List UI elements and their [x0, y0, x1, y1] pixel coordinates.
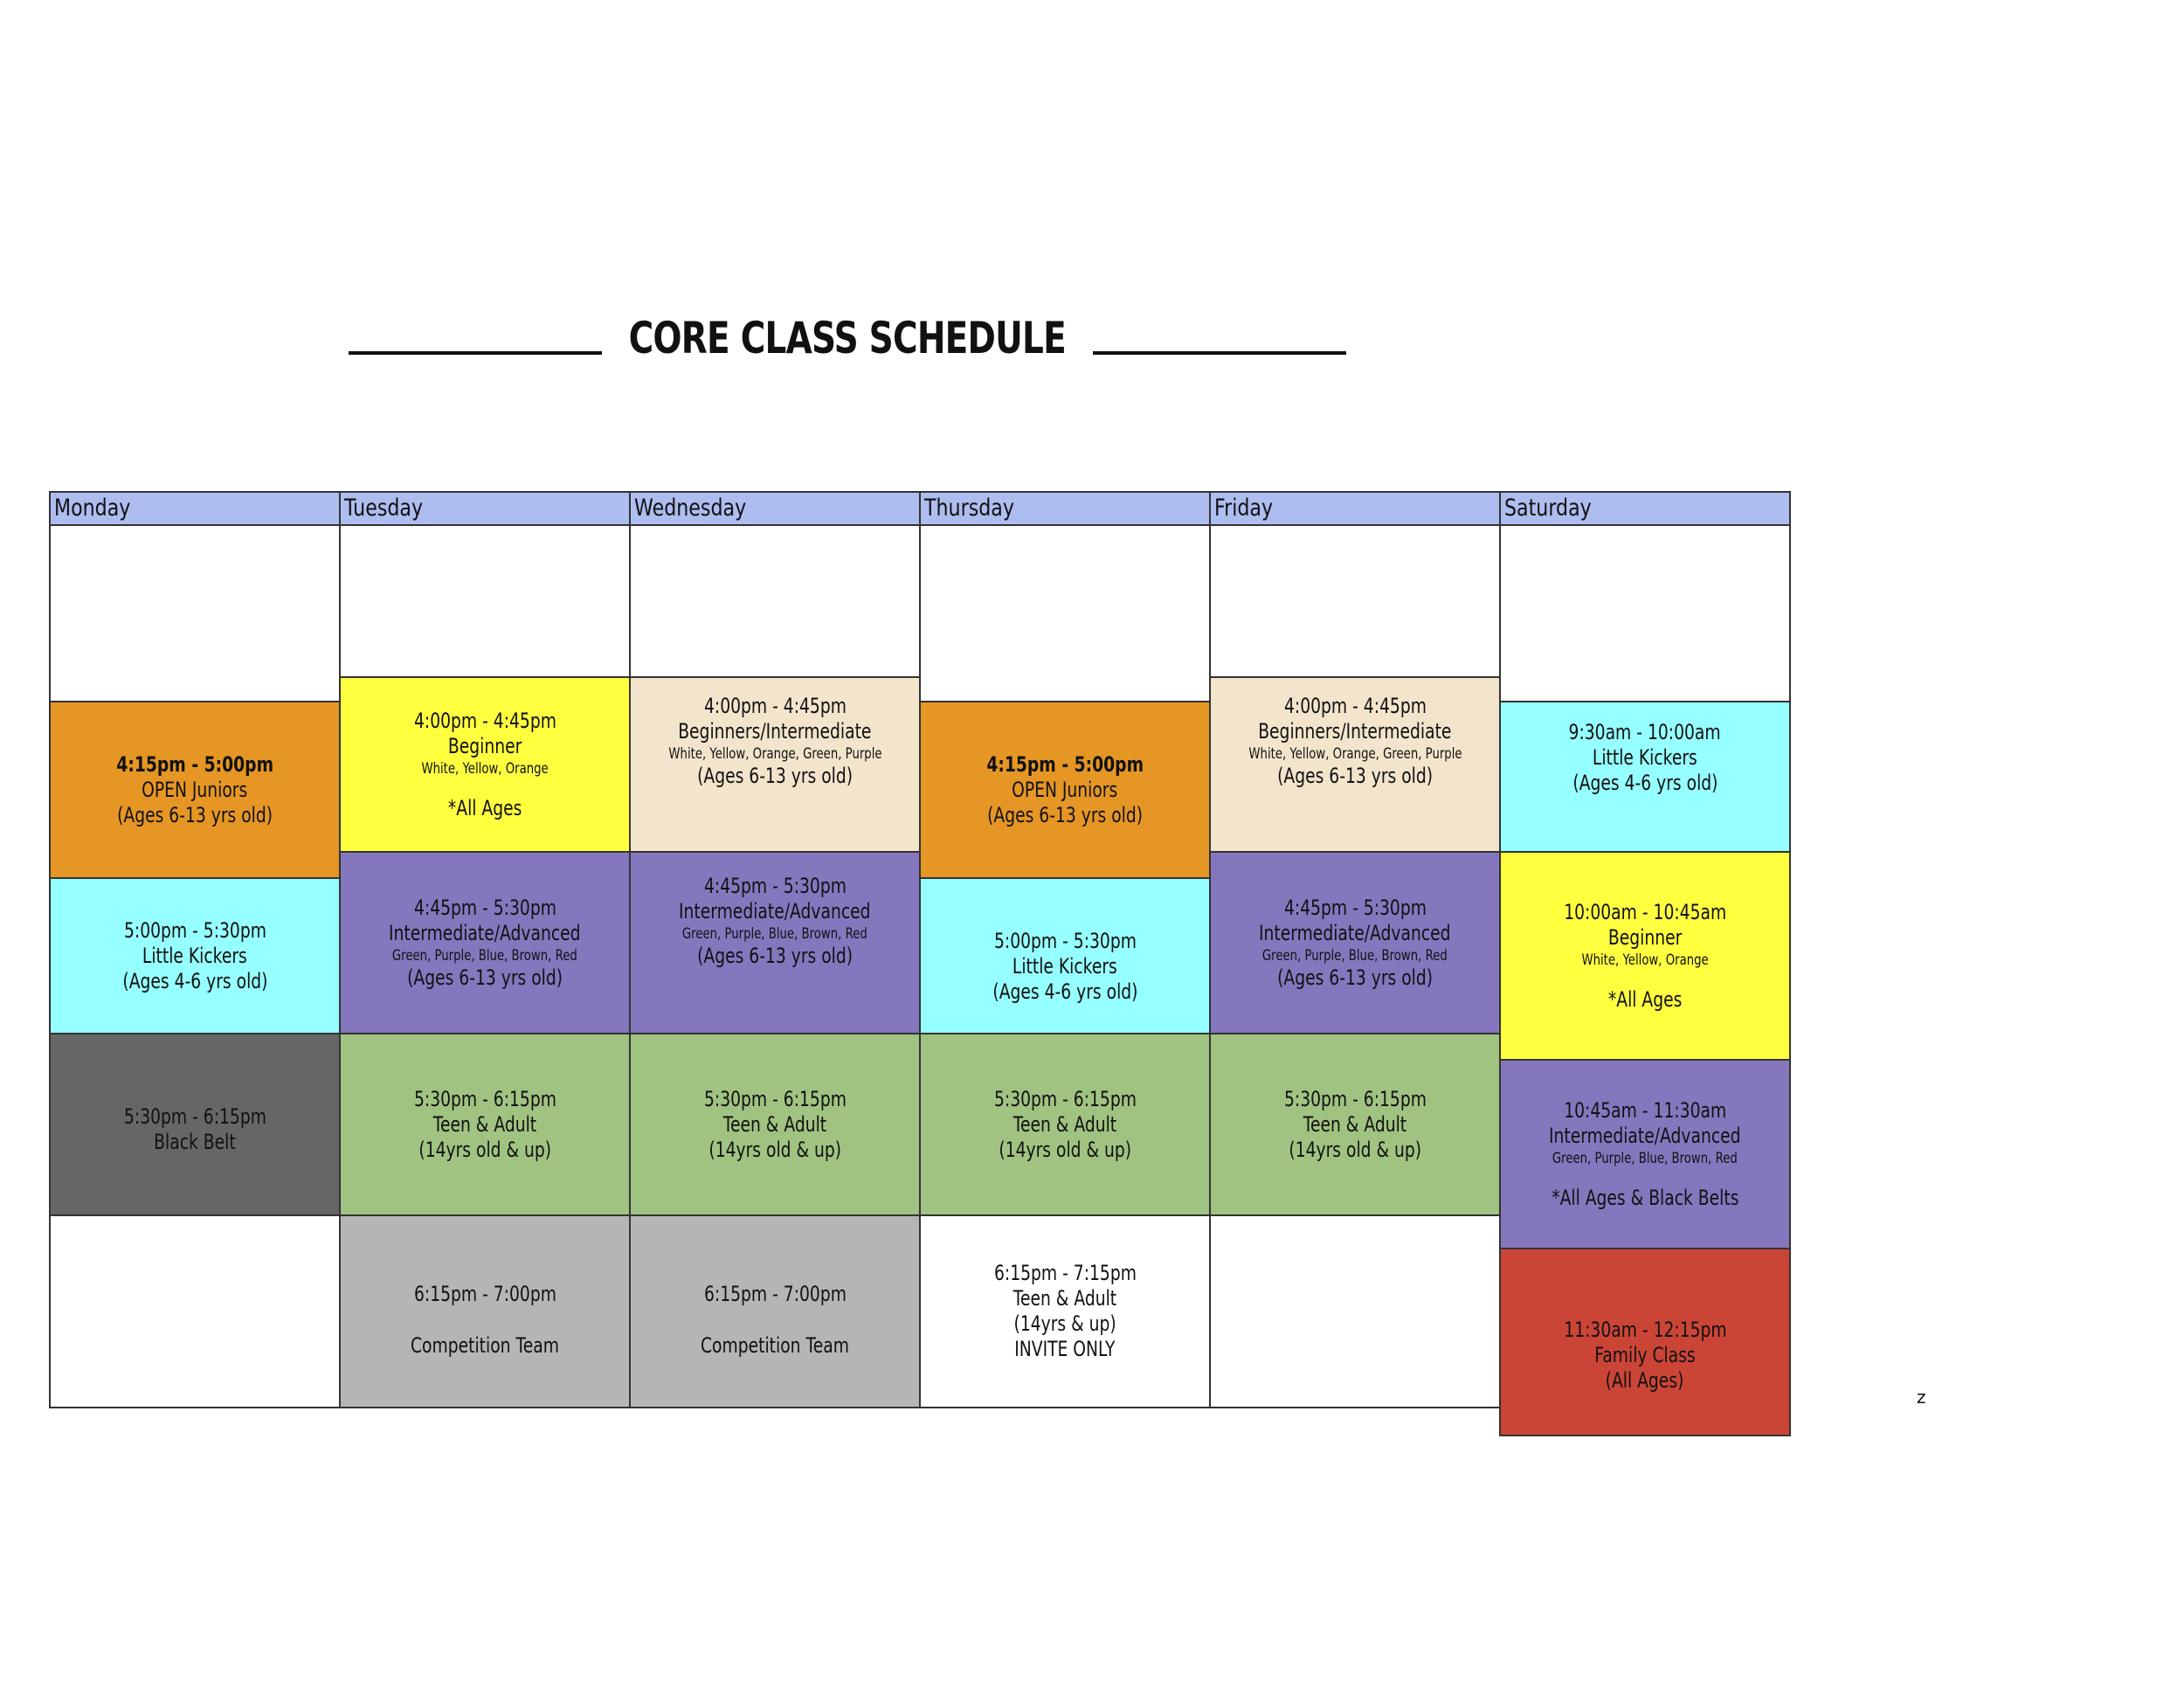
header-friday: Friday: [1209, 491, 1501, 526]
stray-mark: z: [1917, 1387, 1926, 1408]
wednesday-teen-adult: 5:30pm - 6:15pm Teen & Adult (14yrs old & up): [629, 1033, 921, 1216]
thursday-little-kickers: 5:00pm - 5:30pm Little Kickers (Ages 4-6 yrs old): [919, 877, 1211, 1034]
header-tuesday: Tuesday: [339, 491, 631, 526]
monday-empty-bottom: [49, 1214, 341, 1408]
saturday-empty-top: [1499, 524, 1791, 702]
thursday-empty-top: [919, 524, 1211, 702]
schedule-title: [341, 294, 1354, 363]
title-underline-left: [349, 351, 602, 355]
thursday-teen-adult: 5:30pm - 6:15pm Teen & Adult (14yrs old & up): [919, 1033, 1211, 1216]
wednesday-beginners-intermediate: 4:00pm - 4:45pm Beginners/Intermediate White, Yellow, Orange, Green, Purple (Ages 6-13 yrs old): [629, 676, 921, 853]
friday-intermediate-advanced: 4:45pm - 5:30pm Intermediate/Advanced Green, Purple, Blue, Brown, Red (Ages 6-13 yrs old): [1209, 851, 1501, 1034]
friday-empty-top: [1209, 524, 1501, 678]
tuesday-empty-top: [339, 524, 631, 678]
wednesday-competition-team: 6:15pm - 7:00pm Competition Team: [629, 1214, 921, 1408]
thursday-open-juniors: 4:15pm - 5:00pm OPEN Juniors (Ages 6-13 yrs old): [919, 701, 1211, 879]
header-monday: Monday: [49, 491, 341, 526]
saturday-intermediate-advanced: 10:45am - 11:30am Intermediate/Advanced Green, Purple, Blue, Brown, Red *All Ages & Black Belts: [1499, 1059, 1791, 1249]
saturday-family-class: 11:30am - 12:15pm Family Class (All Ages): [1499, 1248, 1791, 1436]
header-saturday: Saturday: [1499, 491, 1791, 526]
friday-empty-bottom: [1209, 1214, 1501, 1408]
header-thursday: Thursday: [919, 491, 1211, 526]
saturday-beginner: 10:00am - 10:45am Beginner White, Yellow, Orange *All Ages: [1499, 851, 1791, 1061]
tuesday-competition-team: 6:15pm - 7:00pm Competition Team: [339, 1214, 631, 1408]
friday-beginners-intermediate: 4:00pm - 4:45pm Beginners/Intermediate White, Yellow, Orange, Green, Purple (Ages 6-13 yrs old): [1209, 676, 1501, 853]
tuesday-teen-adult: 5:30pm - 6:15pm Teen & Adult (14yrs old & up): [339, 1033, 631, 1216]
monday-empty-top: [49, 524, 341, 702]
monday-open-juniors: 4:15pm - 5:00pm OPEN Juniors (Ages 6-13 yrs old): [49, 701, 341, 879]
wednesday-empty-top: [629, 524, 921, 678]
saturday-little-kickers: 9:30am - 10:00am Little Kickers (Ages 4-6 yrs old): [1499, 701, 1791, 853]
monday-black-belt: 5:30pm - 6:15pm Black Belt: [49, 1033, 341, 1216]
tuesday-intermediate-advanced: 4:45pm - 5:30pm Intermediate/Advanced Green, Purple, Blue, Brown, Red (Ages 6-13 yrs old): [339, 851, 631, 1034]
header-wednesday: Wednesday: [629, 491, 921, 526]
tuesday-beginner: 4:00pm - 4:45pm Beginner White, Yellow, Orange *All Ages: [339, 676, 631, 853]
thursday-teen-adult-invite: 6:15pm - 7:15pm Teen & Adult (14yrs & up) INVITE ONLY: [919, 1214, 1211, 1408]
friday-teen-adult: 5:30pm - 6:15pm Teen & Adult (14yrs old & up): [1209, 1033, 1501, 1216]
wednesday-intermediate-advanced: 4:45pm - 5:30pm Intermediate/Advanced Green, Purple, Blue, Brown, Red (Ages 6-13 yrs old): [629, 851, 921, 1034]
monday-little-kickers: 5:00pm - 5:30pm Little Kickers (Ages 4-6 yrs old): [49, 877, 341, 1034]
title-text: CORE CLASS SCHEDULE: [628, 313, 1067, 363]
title-underline-right: [1093, 351, 1346, 355]
